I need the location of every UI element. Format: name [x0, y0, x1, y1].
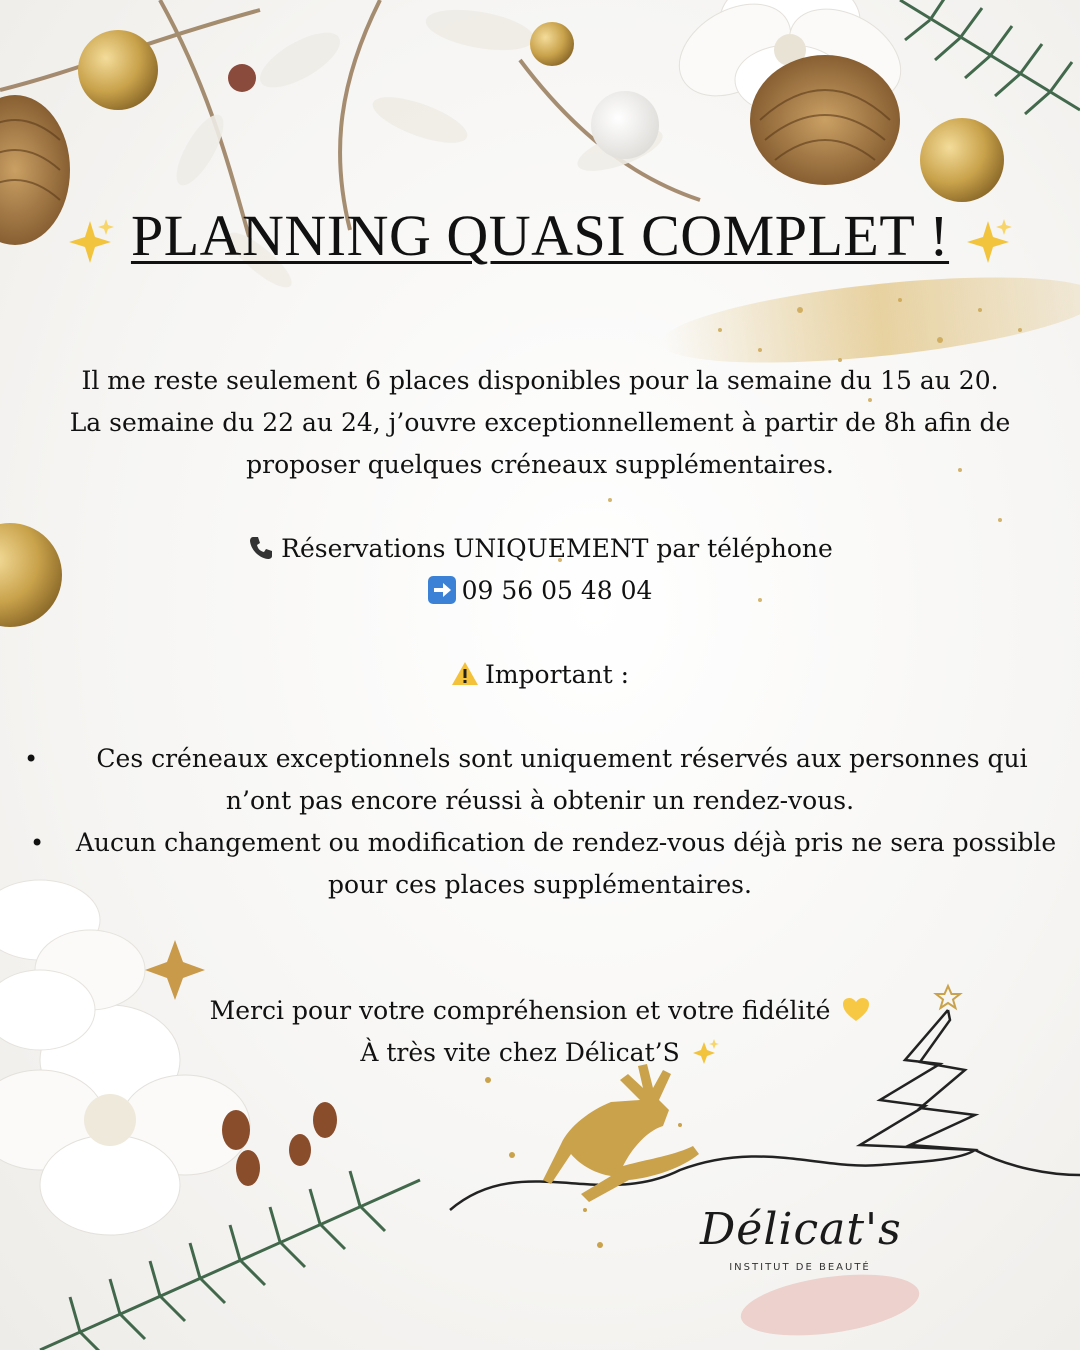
pine-branch-top-right: [900, 0, 1080, 114]
reservation-line: [0, 528, 1080, 570]
see-you-text: À très vite chez Délicat’S: [360, 1038, 680, 1067]
logo-tagline: INSTITUT DE BEAUTÉ: [729, 1262, 871, 1273]
sparkles-icon: [66, 217, 116, 267]
brand-logo: [700, 1200, 900, 1310]
right-arrow-icon: [428, 576, 456, 604]
sparkles-icon: [964, 217, 1014, 267]
page-title: PLANNING QUASI COMPLET !: [130, 203, 950, 268]
important-label: Important :: [484, 660, 630, 689]
important-line: [0, 654, 1080, 696]
thanks-text: Merci pour votre compréhension et votre fidélité: [209, 996, 831, 1025]
closing-line: [0, 990, 1080, 1032]
reservation-label: Réservations UNIQUEMENT par téléphone: [281, 534, 833, 563]
bullet-item-line: pour ces places supplémentaires.: [328, 870, 752, 899]
bullet-dot: •: [24, 745, 39, 773]
gold-reindeer-icon: [543, 1064, 699, 1202]
warning-icon: [451, 660, 479, 688]
bullet-item-line: n’ont pas encore réussi à obtenir un rendez-vous.: [225, 786, 855, 815]
bullet-item-line: Ces créneaux exceptionnels sont uniquement réservés aux personnes qui: [96, 744, 1028, 773]
yellow-heart-icon: [842, 996, 870, 1024]
intro-line: La semaine du 22 au 24, j’ouvre exceptionnellement à partir de 8h afin de: [69, 408, 1011, 437]
phone-line: [0, 570, 1080, 612]
bullet-item-line: Aucun changement ou modification de rendez-vous déjà pris ne sera possible: [75, 828, 1057, 857]
bullet-dot: •: [30, 829, 45, 857]
intro-line: Il me reste seulement 6 places disponibles pour la semaine du 15 au 20.: [81, 366, 999, 395]
telephone-icon: [247, 534, 275, 562]
sparkles-icon: [692, 1038, 720, 1066]
phone-number[interactable]: 09 56 05 48 04: [461, 576, 653, 605]
intro-line: proposer quelques créneaux supplémentaires.: [246, 450, 834, 479]
coffee-beans: [222, 1102, 337, 1186]
closing-line: [0, 1032, 1080, 1074]
logo-name: Délicat's: [700, 1204, 902, 1255]
title-row: [0, 196, 1080, 276]
